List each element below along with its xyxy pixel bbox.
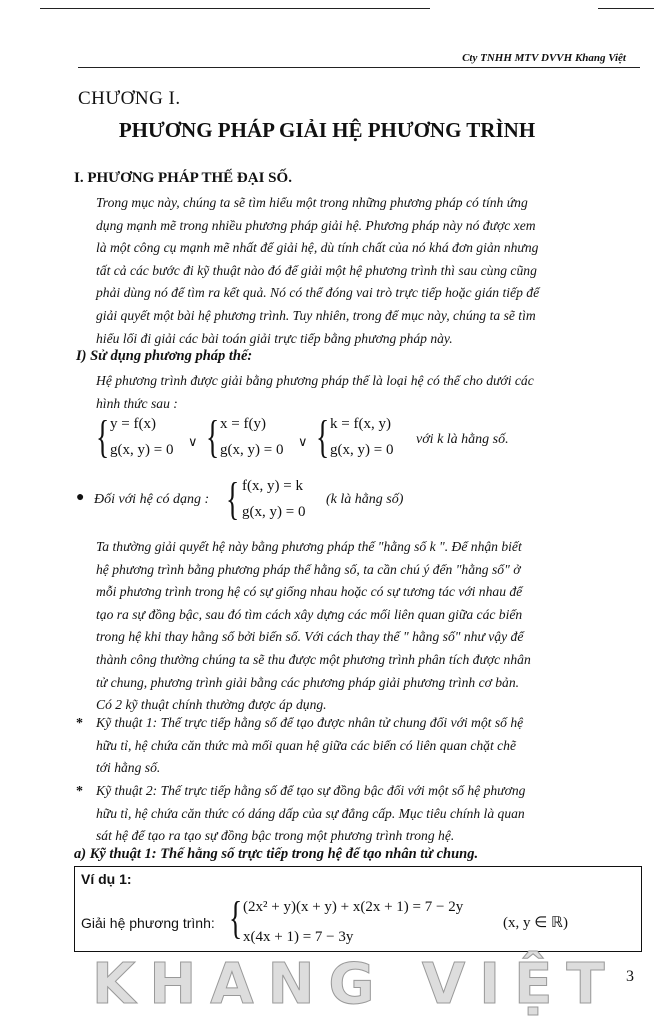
intro-paragraph (96, 192, 640, 350)
example-eq1: (2x² + y)(x + y) + x(2x + 1) = 7 − 2y (243, 899, 464, 915)
count-line: Có 2 kỹ thuật chính thường được áp dụng. (96, 697, 327, 713)
intro-line: giải quyết một bài hệ phương trình. Tuy nhiên, trong để mục này, chúng ta sẽ tìm (96, 307, 536, 323)
bullet-form (74, 474, 634, 530)
intro-line: phải dùng nó để tìm ra kết quả. Nó có thể đóng vai trò trực tiếp hoặc gián tiếp để (96, 285, 540, 301)
tech2-line: Kỹ thuật 2: Thế trực tiếp hằng số để tạo sự đồng bậc đối với một số hệ phương (96, 783, 526, 798)
publisher-header: Cty TNHH MTV DVVH Khang Việt (462, 52, 626, 64)
form2-bottom: g(x, y) = 0 (220, 442, 284, 458)
tech1-line: tới hằng số. (96, 760, 161, 776)
chapter-title: PHƯƠNG PHÁP GIẢI HỆ PHƯƠNG TRÌNH (118, 118, 536, 142)
tech2-line: hữu tỉ, hệ chứa căn thức có dáng dấp của sự đẳng cấp. Mục tiêu chính là quan (96, 805, 525, 821)
form3-top: k = f(x, y) (330, 416, 391, 432)
part1-heading: I) Sử dụng phương pháp thế: (76, 348, 253, 364)
or-symbol: ∨ (298, 434, 308, 449)
brace-icon: { (226, 473, 240, 524)
brace-icon: { (316, 411, 330, 462)
intro-line: là một công cụ mạnh mẽ nhất để giải hệ, dù tính chất của nó khá đơn giản nhưng (96, 240, 539, 256)
method-line: thành công thường chúng ta sẽ thu được một phương trình phân tích được nhân (96, 651, 531, 667)
forms-note: với k là hằng số. (416, 432, 509, 447)
watermark: KHANG VIỆT (92, 952, 619, 1017)
technique1 (96, 712, 640, 780)
star-bullet-icon: * (76, 784, 83, 799)
bullet-bottom: g(x, y) = 0 (242, 504, 306, 520)
technique2 (96, 780, 640, 848)
tech1-line: Kỹ thuật 1: Thế trực tiếp hằng số để tạo được nhân tử chung đối với một số hệ (96, 715, 524, 730)
intro-line: tất cả các bước đi kỹ thuật nào đó để giải một hệ phương trình thì sau cùng cũng (96, 262, 537, 278)
form1-bottom: g(x, y) = 0 (110, 442, 174, 458)
bullet-top: f(x, y) = k (242, 478, 303, 494)
brace-icon: { (96, 411, 110, 462)
chapter-label: CHƯƠNG I. (78, 88, 181, 109)
method-line: trong hệ khi thay hằng số bởi biến số. Với cách thay thế " hằng số" như vậy để (96, 629, 524, 645)
top-rule-left (40, 8, 430, 9)
example-prompt: Giải hệ phương trình: (81, 915, 215, 931)
bullet-icon: ● (76, 490, 85, 505)
example-box (74, 866, 642, 952)
system-forms (96, 412, 616, 468)
bullet-lead: Đối với hệ có dạng : (94, 492, 210, 507)
header-rule (78, 67, 640, 68)
method-line: tử chung, phương trình giải bằng các phương pháp giải phương trình cơ bản. (96, 674, 520, 690)
intro-line: Trong mục này, chúng ta sẽ tìm hiểu một trong những phương pháp có tính ứng (96, 195, 528, 210)
section-heading: I. PHƯƠNG PHÁP THẾ ĐẠI SỐ. (74, 170, 292, 186)
desc-line: hình thức sau : (96, 395, 178, 411)
tech2-line: sát hệ để tạo ra tạo sự đồng bậc trong một phương trình trong hệ. (96, 828, 455, 844)
bullet-note: (k là hằng số) (326, 492, 404, 507)
brace-icon: { (206, 411, 220, 462)
star-bullet-icon: * (76, 716, 83, 731)
method-paragraph (96, 536, 640, 717)
intro-line: dụng mạnh mẽ trong nhiều phương pháp giải hệ. Phương pháp này nó được xem (96, 217, 536, 233)
method-line: Ta thường giải quyết hệ này bằng phương pháp thế "hằng số k ". Để nhận biết (96, 539, 522, 554)
technique1-heading: a) Kỹ thuật 1: Thế hằng số trực tiếp trong hệ để tạo nhân tử chung. (74, 846, 479, 862)
method-line: hệ phương trình bằng phương pháp thế hằng số, ta cần chú ý đến "hằng số" ở (96, 561, 521, 577)
form1-top: y = f(x) (110, 416, 156, 432)
form3-bottom: g(x, y) = 0 (330, 442, 394, 458)
method-line: tạo ra sự đồng bậc, sau đó tìm cách xây dựng các mối liên quan giữa các biến (96, 606, 523, 622)
intro-line: hiểu lối đi giải các bài toán giải trực tiếp bằng phương pháp này. (96, 330, 453, 346)
example-label: Ví dụ 1: (81, 871, 132, 887)
example-eq2: x(4x + 1) = 7 − 3y (243, 929, 354, 945)
method-line: mỗi phương trình trong hệ có sự giống nhau hoặc có sự tương tác với nhau để (96, 584, 523, 600)
or-symbol: ∨ (188, 434, 198, 449)
page-number: 3 (626, 968, 634, 985)
tech1-line: hữu tỉ, hệ chứa căn thức mà mối quan hệ giữa các biến có liên quan chặt chẽ (96, 737, 516, 753)
desc-line: Hệ phương trình được giải bằng phương pháp thế là loại hệ có thể cho dưới các (96, 373, 534, 388)
form2-top: x = f(y) (220, 416, 266, 432)
top-rule-right (598, 8, 654, 9)
part1-description (96, 370, 640, 415)
brace-icon: { (229, 892, 243, 943)
example-domain: (x, y ∈ ℝ) (503, 915, 568, 931)
